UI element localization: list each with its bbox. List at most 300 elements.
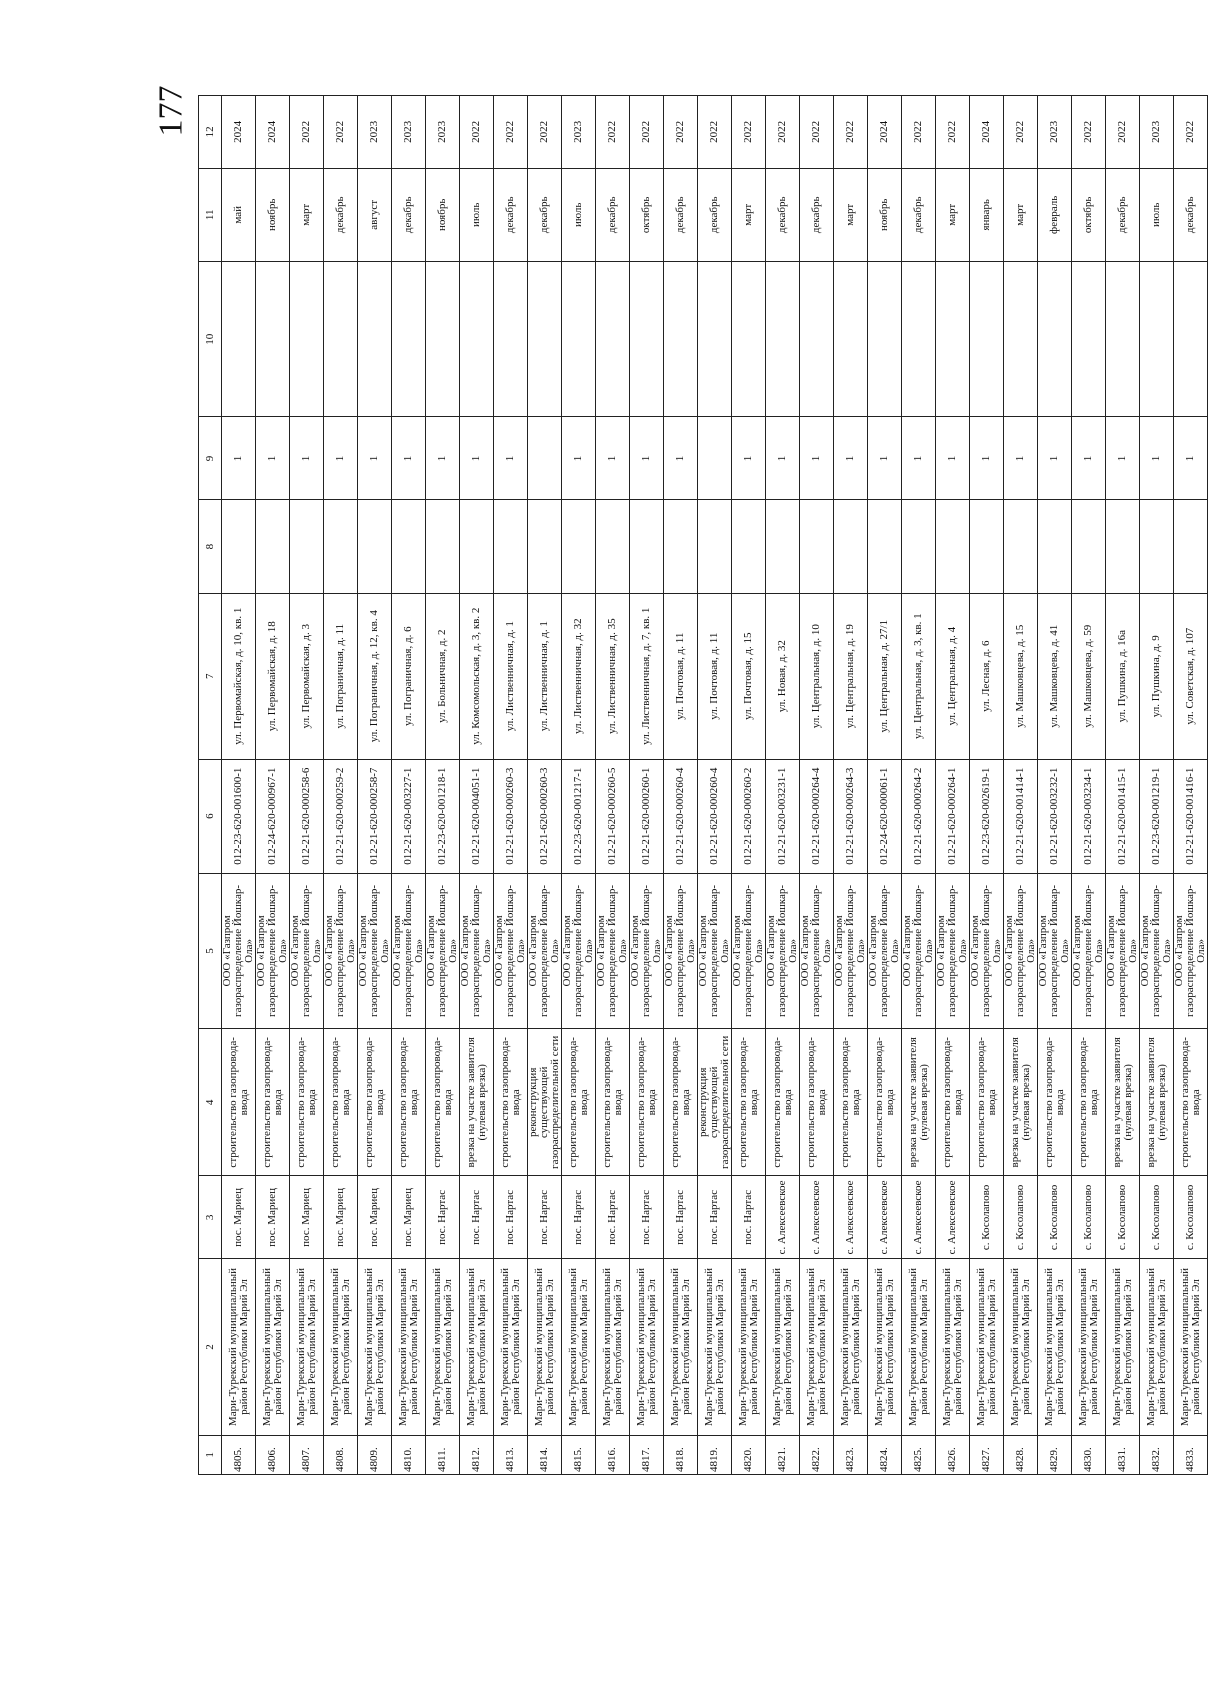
col8-cell	[766, 500, 800, 593]
gas-connection-table	[198, 95, 1208, 1475]
col10-cell	[494, 261, 528, 417]
settlement-cell: пос. Нартас	[664, 1176, 698, 1259]
month-cell: декабрь	[324, 168, 358, 261]
address-cell: ул. Советская, д. 107	[1174, 593, 1208, 759]
organization-cell: ООО «Газпром газораспределение Йошкар-Ола»	[698, 873, 732, 1029]
request-id-cell: 012-24-620-000061-1	[868, 759, 902, 873]
organization-cell: ООО «Газпром газораспределение Йошкар-Ола»	[1174, 873, 1208, 1029]
table-row	[902, 96, 936, 1475]
year-cell: 2022	[494, 96, 528, 169]
year-cell: 2022	[528, 96, 562, 169]
col8-cell	[426, 500, 460, 593]
row-number: 4823.	[834, 1435, 868, 1474]
col8-cell	[1004, 500, 1038, 593]
month-cell: декабрь	[902, 168, 936, 261]
month-cell: июль	[460, 168, 494, 261]
column-header: 12	[199, 96, 222, 169]
district-cell: Мари-Турекский муниципальный район Республики Марий Эл	[290, 1259, 324, 1435]
organization-cell: ООО «Газпром газораспределение Йошкар-Ола»	[800, 873, 834, 1029]
row-number: 4825.	[902, 1435, 936, 1474]
row-number: 4805.	[222, 1435, 256, 1474]
district-cell: Мари-Турекский муниципальный район Республики Марий Эл	[426, 1259, 460, 1435]
year-cell: 2022	[902, 96, 936, 169]
count-cell	[698, 417, 732, 500]
request-id-cell: 012-23-620-001600-1	[222, 759, 256, 873]
col8-cell	[562, 500, 596, 593]
count-cell: 1	[970, 417, 1004, 500]
address-cell: ул. Центральная, д. 10	[800, 593, 834, 759]
year-cell: 2022	[800, 96, 834, 169]
settlement-cell: пос. Нартас	[528, 1176, 562, 1259]
col8-cell	[290, 500, 324, 593]
table-row	[290, 96, 324, 1475]
column-header: 11	[199, 168, 222, 261]
col10-cell	[562, 261, 596, 417]
month-cell: декабрь	[528, 168, 562, 261]
row-number: 4815.	[562, 1435, 596, 1474]
organization-cell: ООО «Газпром газораспределение Йошкар-Ола»	[732, 873, 766, 1029]
request-id-cell: 012-21-620-000259-2	[324, 759, 358, 873]
work-type-cell: реконструкция существующей газораспределительной сети	[698, 1029, 732, 1176]
work-type-cell: строительство газопровода-ввода	[358, 1029, 392, 1176]
year-cell: 2024	[256, 96, 290, 169]
month-cell: июль	[1140, 168, 1174, 261]
col10-cell	[664, 261, 698, 417]
address-cell: ул. Пограничная, д. 6	[392, 593, 426, 759]
table-row	[358, 96, 392, 1475]
col10-cell	[732, 261, 766, 417]
month-cell: март	[834, 168, 868, 261]
count-cell: 1	[902, 417, 936, 500]
col10-cell	[222, 261, 256, 417]
work-type-cell: строительство газопровода-ввода	[256, 1029, 290, 1176]
organization-cell: ООО «Газпром газораспределение Йошкар-Ола»	[222, 873, 256, 1029]
month-cell: март	[290, 168, 324, 261]
address-cell: ул. Первомайская, д. 10, кв. 1	[222, 593, 256, 759]
row-number: 4820.	[732, 1435, 766, 1474]
address-cell: ул. Лиственничная, д. 32	[562, 593, 596, 759]
row-number: 4831.	[1106, 1435, 1140, 1474]
organization-cell: ООО «Газпром газораспределение Йошкар-Ола»	[1004, 873, 1038, 1029]
organization-cell: ООО «Газпром газораспределение Йошкар-Ола»	[494, 873, 528, 1029]
row-number: 4809.	[358, 1435, 392, 1474]
district-cell: Мари-Турекский муниципальный район Республики Марий Эл	[800, 1259, 834, 1435]
col10-cell	[1140, 261, 1174, 417]
table-row	[1106, 96, 1140, 1475]
request-id-cell: 012-21-620-000264-2	[902, 759, 936, 873]
row-number: 4814.	[528, 1435, 562, 1474]
year-cell: 2023	[562, 96, 596, 169]
month-cell: октябрь	[1072, 168, 1106, 261]
request-id-cell: 012-21-620-001414-1	[1004, 759, 1038, 873]
month-cell: ноябрь	[256, 168, 290, 261]
col8-cell	[222, 500, 256, 593]
month-cell: декабрь	[800, 168, 834, 261]
count-cell: 1	[664, 417, 698, 500]
work-type-cell: строительство газопровода-ввода	[970, 1029, 1004, 1176]
table-row	[630, 96, 664, 1475]
row-number: 4821.	[766, 1435, 800, 1474]
work-type-cell: строительство газопровода-ввода	[800, 1029, 834, 1176]
count-cell: 1	[1038, 417, 1072, 500]
col8-cell	[902, 500, 936, 593]
count-cell: 1	[630, 417, 664, 500]
year-cell: 2022	[766, 96, 800, 169]
month-cell: декабрь	[766, 168, 800, 261]
organization-cell: ООО «Газпром газораспределение Йошкар-Ола»	[596, 873, 630, 1029]
year-cell: 2024	[868, 96, 902, 169]
district-cell: Мари-Турекский муниципальный район Республики Марий Эл	[970, 1259, 1004, 1435]
settlement-cell: пос. Мариец	[222, 1176, 256, 1259]
table-row	[392, 96, 426, 1475]
request-id-cell: 012-21-620-001415-1	[1106, 759, 1140, 873]
year-cell: 2023	[358, 96, 392, 169]
table-row	[766, 96, 800, 1475]
district-cell: Мари-Турекский муниципальный район Республики Марий Эл	[528, 1259, 562, 1435]
year-cell: 2022	[630, 96, 664, 169]
organization-cell: ООО «Газпром газораспределение Йошкар-Ола»	[834, 873, 868, 1029]
request-id-cell: 012-21-620-000264-4	[800, 759, 834, 873]
work-type-cell: строительство газопровода-ввода	[324, 1029, 358, 1176]
settlement-cell: с. Косолапово	[1072, 1176, 1106, 1259]
district-cell: Мари-Турекский муниципальный район Республики Марий Эл	[324, 1259, 358, 1435]
table-row	[1038, 96, 1072, 1475]
settlement-cell: с. Косолапово	[1004, 1176, 1038, 1259]
count-cell: 1	[426, 417, 460, 500]
request-id-cell: 012-21-620-000260-4	[664, 759, 698, 873]
year-cell: 2022	[290, 96, 324, 169]
address-cell: ул. Пограничная, д. 11	[324, 593, 358, 759]
column-header: 7	[199, 593, 222, 759]
col8-cell	[358, 500, 392, 593]
column-header: 1	[199, 1435, 222, 1474]
row-number: 4807.	[290, 1435, 324, 1474]
work-type-cell: строительство газопровода-ввода	[1072, 1029, 1106, 1176]
row-number: 4824.	[868, 1435, 902, 1474]
column-header: 6	[199, 759, 222, 873]
settlement-cell: с. Алексеевское	[936, 1176, 970, 1259]
month-cell: декабрь	[1174, 168, 1208, 261]
col8-cell	[460, 500, 494, 593]
count-cell: 1	[1004, 417, 1038, 500]
work-type-cell: врезка на участке заявителя (нулевая врезка)	[1004, 1029, 1038, 1176]
district-cell: Мари-Турекский муниципальный район Республики Марий Эл	[1106, 1259, 1140, 1435]
work-type-cell: строительство газопровода-ввода	[426, 1029, 460, 1176]
col8-cell	[392, 500, 426, 593]
count-cell: 1	[1140, 417, 1174, 500]
settlement-cell: с. Алексеевское	[834, 1176, 868, 1259]
request-id-cell: 012-21-620-000258-7	[358, 759, 392, 873]
month-cell: июль	[562, 168, 596, 261]
request-id-cell: 012-23-620-001218-1	[426, 759, 460, 873]
row-number: 4817.	[630, 1435, 664, 1474]
row-number: 4806.	[256, 1435, 290, 1474]
work-type-cell: строительство газопровода-ввода	[1038, 1029, 1072, 1176]
count-cell: 1	[222, 417, 256, 500]
district-cell: Мари-Турекский муниципальный район Республики Марий Эл	[1038, 1259, 1072, 1435]
work-type-cell: строительство газопровода-ввода	[868, 1029, 902, 1176]
column-header: 5	[199, 873, 222, 1029]
address-cell: ул. Лесная, д. 6	[970, 593, 1004, 759]
address-cell: ул. Машковцева, д. 15	[1004, 593, 1038, 759]
request-id-cell: 012-21-620-003232-1	[1038, 759, 1072, 873]
address-cell: ул. Центральная, д. 27/1	[868, 593, 902, 759]
col10-cell	[698, 261, 732, 417]
work-type-cell: врезка на участке заявителя (нулевая врезка)	[902, 1029, 936, 1176]
organization-cell: ООО «Газпром газораспределение Йошкар-Ола»	[970, 873, 1004, 1029]
row-number: 4818.	[664, 1435, 698, 1474]
district-cell: Мари-Турекский муниципальный район Республики Марий Эл	[834, 1259, 868, 1435]
table-row	[868, 96, 902, 1475]
work-type-cell: врезка на участке заявителя (нулевая врезка)	[1106, 1029, 1140, 1176]
month-cell: декабрь	[1106, 168, 1140, 261]
count-cell: 1	[766, 417, 800, 500]
district-cell: Мари-Турекский муниципальный район Республики Марий Эл	[1174, 1259, 1208, 1435]
month-cell: ноябрь	[426, 168, 460, 261]
col10-cell	[800, 261, 834, 417]
district-cell: Мари-Турекский муниципальный район Республики Марий Эл	[222, 1259, 256, 1435]
request-id-cell: 012-24-620-000967-1	[256, 759, 290, 873]
request-id-cell: 012-21-620-000260-3	[528, 759, 562, 873]
col10-cell	[868, 261, 902, 417]
count-cell: 1	[358, 417, 392, 500]
table-row	[460, 96, 494, 1475]
work-type-cell: строительство газопровода-ввода	[936, 1029, 970, 1176]
district-cell: Мари-Турекский муниципальный район Республики Марий Эл	[596, 1259, 630, 1435]
count-cell: 1	[596, 417, 630, 500]
table-row	[1004, 96, 1038, 1475]
address-cell: ул. Почтовая, д. 15	[732, 593, 766, 759]
settlement-cell: пос. Мариец	[324, 1176, 358, 1259]
request-id-cell: 012-21-620-003227-1	[392, 759, 426, 873]
work-type-cell: реконструкция существующей газораспределительной сети	[528, 1029, 562, 1176]
address-cell: ул. Почтовая, д. 11	[698, 593, 732, 759]
address-cell: ул. Комсомольская, д. 3, кв. 2	[460, 593, 494, 759]
work-type-cell: строительство газопровода-ввода	[290, 1029, 324, 1176]
organization-cell: ООО «Газпром газораспределение Йошкар-Ола»	[528, 873, 562, 1029]
year-cell: 2023	[1140, 96, 1174, 169]
organization-cell: ООО «Газпром газораспределение Йошкар-Ола»	[358, 873, 392, 1029]
col10-cell	[630, 261, 664, 417]
table-row	[834, 96, 868, 1475]
col10-cell	[902, 261, 936, 417]
row-number: 4808.	[324, 1435, 358, 1474]
year-cell: 2023	[1038, 96, 1072, 169]
col10-cell	[392, 261, 426, 417]
table-row	[1140, 96, 1174, 1475]
year-cell: 2023	[426, 96, 460, 169]
table-row	[936, 96, 970, 1475]
table-row	[222, 96, 256, 1475]
col10-cell	[936, 261, 970, 417]
col8-cell	[970, 500, 1004, 593]
district-cell: Мари-Турекский муниципальный район Республики Марий Эл	[1004, 1259, 1038, 1435]
work-type-cell: строительство газопровода-ввода	[494, 1029, 528, 1176]
settlement-cell: пос. Мариец	[392, 1176, 426, 1259]
year-cell: 2022	[596, 96, 630, 169]
table-row	[562, 96, 596, 1475]
row-number: 4829.	[1038, 1435, 1072, 1474]
table-row	[970, 96, 1004, 1475]
settlement-cell: с. Косолапово	[970, 1176, 1004, 1259]
settlement-cell: с. Косолапово	[1106, 1176, 1140, 1259]
row-number: 4816.	[596, 1435, 630, 1474]
request-id-cell: 012-23-620-001217-1	[562, 759, 596, 873]
col10-cell	[970, 261, 1004, 417]
header-row	[199, 96, 222, 1475]
col8-cell	[834, 500, 868, 593]
table-row	[256, 96, 290, 1475]
address-cell: ул. Первомайская, д. 18	[256, 593, 290, 759]
table-row	[324, 96, 358, 1475]
count-cell: 1	[460, 417, 494, 500]
count-cell: 1	[1072, 417, 1106, 500]
col10-cell	[528, 261, 562, 417]
organization-cell: ООО «Газпром газораспределение Йошкар-Ола»	[460, 873, 494, 1029]
work-type-cell: строительство газопровода-ввода	[630, 1029, 664, 1176]
address-cell: ул. Лиственничная, д. 1	[528, 593, 562, 759]
year-cell: 2022	[664, 96, 698, 169]
month-cell: декабрь	[596, 168, 630, 261]
column-header: 9	[199, 417, 222, 500]
year-cell: 2022	[1174, 96, 1208, 169]
district-cell: Мари-Турекский муниципальный район Республики Марий Эл	[766, 1259, 800, 1435]
address-cell: ул. Почтовая, д. 11	[664, 593, 698, 759]
col10-cell	[324, 261, 358, 417]
organization-cell: ООО «Газпром газораспределение Йошкар-Ола»	[1072, 873, 1106, 1029]
year-cell: 2023	[392, 96, 426, 169]
col8-cell	[256, 500, 290, 593]
table-header	[199, 96, 222, 1475]
address-cell: ул. Центральная, д. 19	[834, 593, 868, 759]
settlement-cell: пос. Нартас	[596, 1176, 630, 1259]
month-cell: ноябрь	[868, 168, 902, 261]
col8-cell	[1140, 500, 1174, 593]
address-cell: ул. Машковцева, д. 59	[1072, 593, 1106, 759]
settlement-cell: пос. Мариец	[290, 1176, 324, 1259]
row-number: 4810.	[392, 1435, 426, 1474]
count-cell: 1	[834, 417, 868, 500]
column-header: 3	[199, 1176, 222, 1259]
district-cell: Мари-Турекский муниципальный район Республики Марий Эл	[936, 1259, 970, 1435]
month-cell: февраль	[1038, 168, 1072, 261]
district-cell: Мари-Турекский муниципальный район Республики Марий Эл	[1072, 1259, 1106, 1435]
year-cell: 2022	[834, 96, 868, 169]
row-number: 4822.	[800, 1435, 834, 1474]
district-cell: Мари-Турекский муниципальный район Республики Марий Эл	[392, 1259, 426, 1435]
request-id-cell: 012-21-620-000264-1	[936, 759, 970, 873]
year-cell: 2022	[732, 96, 766, 169]
district-cell: Мари-Турекский муниципальный район Республики Марий Эл	[698, 1259, 732, 1435]
settlement-cell: пос. Мариец	[256, 1176, 290, 1259]
month-cell: март	[1004, 168, 1038, 261]
organization-cell: ООО «Газпром газораспределение Йошкар-Ола»	[256, 873, 290, 1029]
settlement-cell: пос. Нартас	[426, 1176, 460, 1259]
count-cell: 1	[936, 417, 970, 500]
address-cell: ул. Новая, д. 32	[766, 593, 800, 759]
col10-cell	[256, 261, 290, 417]
col10-cell	[460, 261, 494, 417]
settlement-cell: с. Алексеевское	[902, 1176, 936, 1259]
organization-cell: ООО «Газпром газораспределение Йошкар-Ола»	[936, 873, 970, 1029]
col8-cell	[800, 500, 834, 593]
count-cell: 1	[868, 417, 902, 500]
work-type-cell: строительство газопровода-ввода	[732, 1029, 766, 1176]
address-cell: ул. Центральная, д. 3, кв. 1	[902, 593, 936, 759]
col10-cell	[1038, 261, 1072, 417]
district-cell: Мари-Турекский муниципальный район Республики Марий Эл	[460, 1259, 494, 1435]
row-number: 4811.	[426, 1435, 460, 1474]
col8-cell	[494, 500, 528, 593]
col8-cell	[732, 500, 766, 593]
organization-cell: ООО «Газпром газораспределение Йошкар-Ола»	[392, 873, 426, 1029]
address-cell: ул. Больничная, д. 2	[426, 593, 460, 759]
district-cell: Мари-Турекский муниципальный район Республики Марий Эл	[1140, 1259, 1174, 1435]
column-header: 10	[199, 261, 222, 417]
address-cell: ул. Машковцева, д. 41	[1038, 593, 1072, 759]
month-cell: декабрь	[698, 168, 732, 261]
request-id-cell: 012-21-620-000260-1	[630, 759, 664, 873]
district-cell: Мари-Турекский муниципальный район Республики Марий Эл	[358, 1259, 392, 1435]
address-cell: ул. Пушкина, д. 9	[1140, 593, 1174, 759]
organization-cell: ООО «Газпром газораспределение Йошкар-Ола»	[562, 873, 596, 1029]
table-row	[596, 96, 630, 1475]
row-number: 4830.	[1072, 1435, 1106, 1474]
settlement-cell: пос. Нартас	[630, 1176, 664, 1259]
table-row	[1072, 96, 1106, 1475]
district-cell: Мари-Турекский муниципальный район Республики Марий Эл	[868, 1259, 902, 1435]
count-cell	[528, 417, 562, 500]
table-row	[426, 96, 460, 1475]
month-cell: январь	[970, 168, 1004, 261]
work-type-cell: строительство газопровода-ввода	[562, 1029, 596, 1176]
organization-cell: ООО «Газпром газораспределение Йошкар-Ола»	[630, 873, 664, 1029]
settlement-cell: с. Алексеевское	[766, 1176, 800, 1259]
request-id-cell: 012-21-620-000260-4	[698, 759, 732, 873]
col8-cell	[936, 500, 970, 593]
settlement-cell: пос. Нартас	[460, 1176, 494, 1259]
row-number: 4813.	[494, 1435, 528, 1474]
settlement-cell: с. Косолапово	[1174, 1176, 1208, 1259]
settlement-cell: пос. Нартас	[494, 1176, 528, 1259]
col10-cell	[1004, 261, 1038, 417]
organization-cell: ООО «Газпром газораспределение Йошкар-Ола»	[290, 873, 324, 1029]
col10-cell	[596, 261, 630, 417]
request-id-cell: 012-21-620-000264-3	[834, 759, 868, 873]
col10-cell	[426, 261, 460, 417]
settlement-cell: пос. Нартас	[732, 1176, 766, 1259]
settlement-cell: с. Алексеевское	[800, 1176, 834, 1259]
month-cell: март	[936, 168, 970, 261]
col10-cell	[358, 261, 392, 417]
table-row	[1174, 96, 1208, 1475]
month-cell: октябрь	[630, 168, 664, 261]
table-row	[494, 96, 528, 1475]
month-cell: март	[732, 168, 766, 261]
year-cell: 2022	[460, 96, 494, 169]
work-type-cell: строительство газопровода-ввода	[766, 1029, 800, 1176]
request-id-cell: 012-23-620-002619-1	[970, 759, 1004, 873]
address-cell: ул. Пограничная, д. 12, кв. 4	[358, 593, 392, 759]
year-cell: 2022	[1106, 96, 1140, 169]
district-cell: Мари-Турекский муниципальный район Республики Марий Эл	[494, 1259, 528, 1435]
organization-cell: ООО «Газпром газораспределение Йошкар-Ола»	[1106, 873, 1140, 1029]
table-row	[698, 96, 732, 1475]
col8-cell	[698, 500, 732, 593]
count-cell: 1	[256, 417, 290, 500]
request-id-cell: 012-21-620-003231-1	[766, 759, 800, 873]
row-number: 4827.	[970, 1435, 1004, 1474]
